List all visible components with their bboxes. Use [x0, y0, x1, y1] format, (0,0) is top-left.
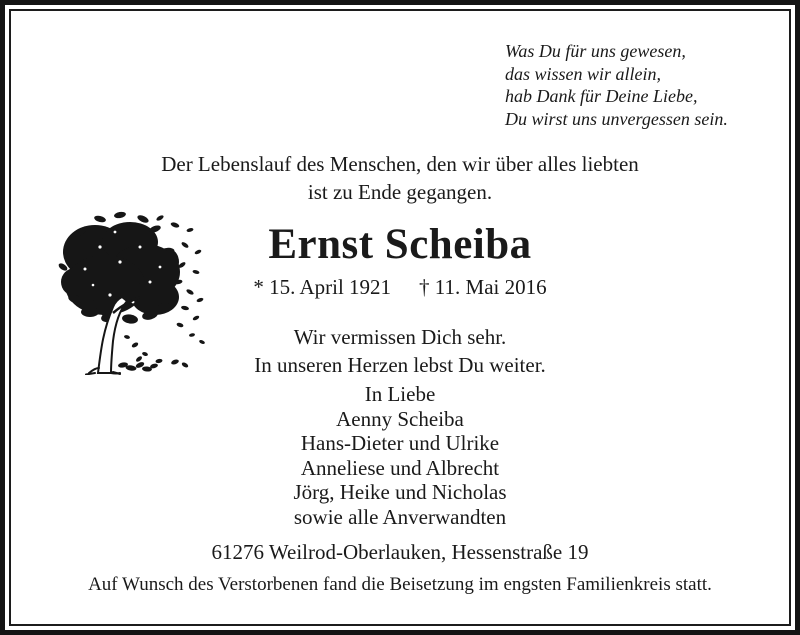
birth-date: * 15. April 1921	[253, 275, 392, 299]
mourner-line: Aenny Scheiba	[336, 406, 464, 431]
memorial-poem	[505, 40, 728, 130]
mourners-list	[0, 382, 800, 529]
mourner-line: In Liebe	[364, 382, 436, 406]
intro-line: Der Lebenslauf des Menschen, den wir über alles liebten	[161, 152, 639, 176]
poem-line: Du wirst uns unvergessen sein.	[505, 108, 728, 129]
deceased-name: Ernst Scheiba	[268, 221, 532, 268]
intro-line: ist zu Ende gegangen.	[307, 180, 493, 204]
mourner-line: Anneliese und Albrecht	[300, 455, 500, 480]
life-dates	[0, 274, 800, 300]
poem-line: das wissen wir allein,	[505, 63, 662, 84]
mourner-line: Jörg, Heike und Nicholas	[293, 480, 507, 504]
death-date: † 11. Mai 2016	[419, 275, 547, 299]
farewell-text	[0, 323, 800, 379]
footer-note: Auf Wunsch des Verstorbenen fand die Beisetzung im engsten Familienkreis statt.	[88, 574, 712, 595]
intro-text	[0, 150, 800, 206]
farewell-line: In unseren Herzen lebst Du weiter.	[254, 353, 546, 377]
mourner-line: Hans-Dieter und Ulrike	[300, 431, 500, 455]
address-line: 61276 Weilrod-Oberlauken, Hessenstraße 19	[211, 540, 589, 564]
farewell-line: Wir vermissen Dich sehr.	[293, 325, 507, 349]
poem-line: hab Dank für Deine Liebe,	[505, 86, 698, 106]
mourner-line: sowie alle Anverwandten	[293, 504, 507, 529]
poem-line: Was Du für uns gewesen,	[505, 41, 686, 61]
